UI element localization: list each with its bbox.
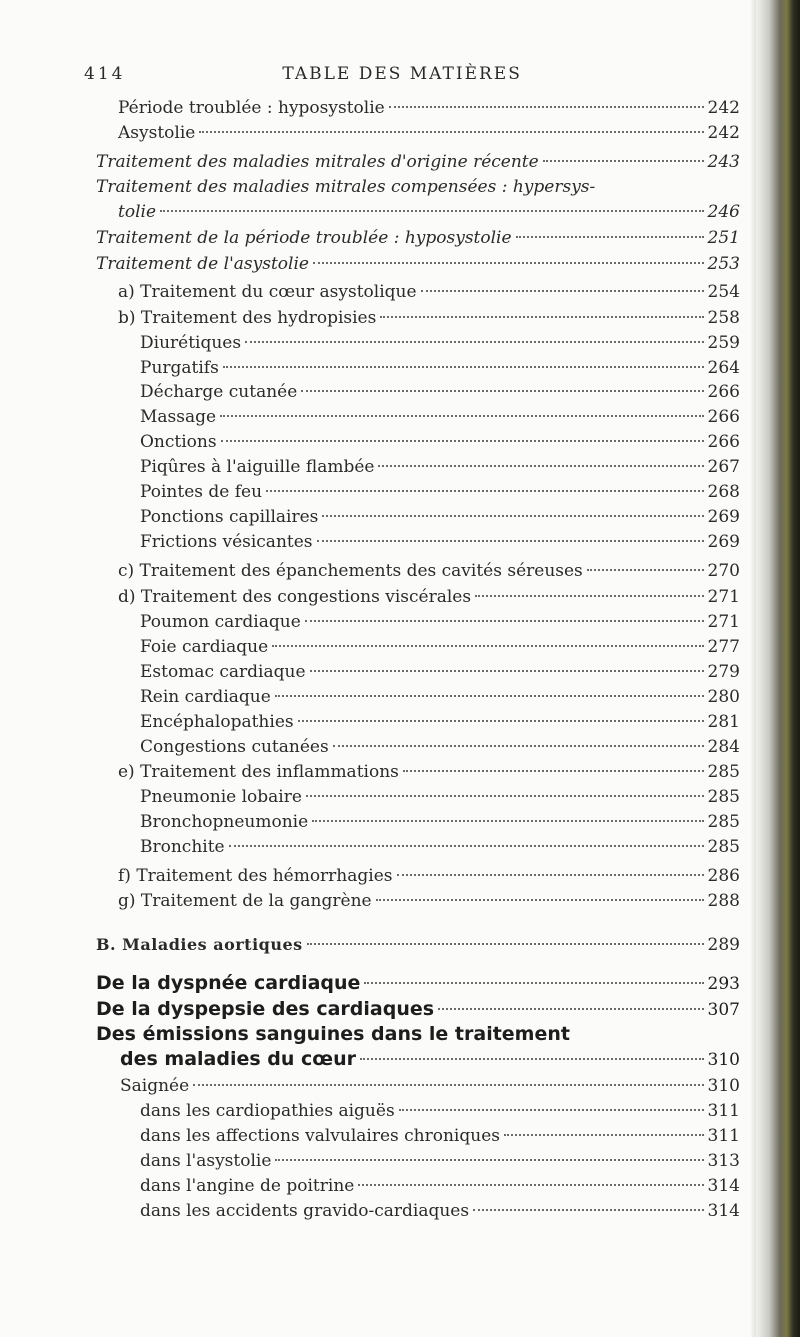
toc-entry: Estomac cardiaque 279 — [140, 662, 740, 682]
toc-entry: Encéphalopathies 281 — [140, 712, 740, 732]
toc-entry: Saignée 310 — [120, 1076, 740, 1096]
toc-entry: d) Traitement des congestions viscérales 271 — [118, 587, 740, 607]
toc-entry: Pneumonie lobaire 285 — [140, 787, 740, 807]
toc-entry: f) Traitement des hémorrhagies 286 — [118, 866, 740, 886]
toc-entry: b) Traitement des hydropisies 258 — [118, 308, 740, 328]
toc-entry: Période troublée : hyposystolie 242 — [118, 98, 740, 118]
toc-entry: Traitement des maladies mitrales d'origine récente 243 — [96, 152, 740, 172]
toc-entry: Bronchopneumonie 285 — [140, 812, 740, 832]
toc-entry: Traitement de l'asystolie 253 — [96, 254, 740, 274]
toc-entry: Traitement de la période troublée : hyposystolie 251 — [96, 228, 740, 248]
toc-entry: Ponctions capillaires 269 — [140, 507, 740, 527]
toc-entry: tolie 246 — [118, 202, 740, 222]
toc-entry: dans les accidents gravido-cardiaques 314 — [140, 1201, 740, 1221]
chapter-heading: De la dyspepsie des cardiaques 307 — [96, 998, 740, 1020]
toc-entry: g) Traitement de la gangrène 288 — [118, 891, 740, 911]
toc-entry: Onctions 266 — [140, 432, 740, 452]
toc-entry: Piqûres à l'aiguille flambée 267 — [140, 457, 740, 477]
toc-entry: Traitement des maladies mitrales compensées : hypersys- — [96, 177, 596, 197]
toc-entry: dans l'angine de poitrine 314 — [140, 1176, 740, 1196]
page-edge-fade — [750, 0, 756, 1337]
toc-entry: Purgatifs 264 — [140, 358, 740, 378]
toc-entry: Diurétiques 259 — [140, 333, 740, 353]
toc-entry: c) Traitement des épanchements des cavités séreuses 270 — [118, 561, 740, 581]
running-header — [84, 64, 724, 84]
toc-entry: dans les cardiopathies aiguës 311 — [140, 1101, 740, 1121]
toc-entry: Bronchite 285 — [140, 837, 740, 857]
toc-entry: dans les affections valvulaires chroniques 311 — [140, 1126, 740, 1146]
toc-entry: Rein cardiaque 280 — [140, 687, 740, 707]
toc-entry: Asystolie 242 — [118, 123, 740, 143]
toc-entry: e) Traitement des inflammations 285 — [118, 762, 740, 782]
toc-entry: dans l'asystolie 313 — [140, 1151, 740, 1171]
toc-entry: Congestions cutanées 284 — [140, 737, 740, 757]
page-number: 414 — [84, 64, 126, 84]
section-heading-b: B. Maladies aortiques 289 — [96, 935, 740, 955]
chapter-heading: des maladies du cœur 310 — [120, 1048, 740, 1070]
running-title: TABLE DES MATIÈRES — [282, 64, 522, 84]
toc-entry: Poumon cardiaque 271 — [140, 612, 740, 632]
toc-entry: Foie cardiaque 277 — [140, 637, 740, 657]
chapter-heading: Des émissions sanguines dans le traitement — [96, 1023, 570, 1045]
toc-entry: Frictions vésicantes 269 — [140, 532, 740, 552]
page-edge-shadow — [756, 0, 800, 1337]
chapter-heading: De la dyspnée cardiaque 293 — [96, 972, 740, 994]
toc-entry: a) Traitement du cœur asystolique 254 — [118, 282, 740, 302]
toc-entry: Décharge cutanée 266 — [140, 382, 740, 402]
toc-entry: Massage 266 — [140, 407, 740, 427]
toc-entry: Pointes de feu 268 — [140, 482, 740, 502]
